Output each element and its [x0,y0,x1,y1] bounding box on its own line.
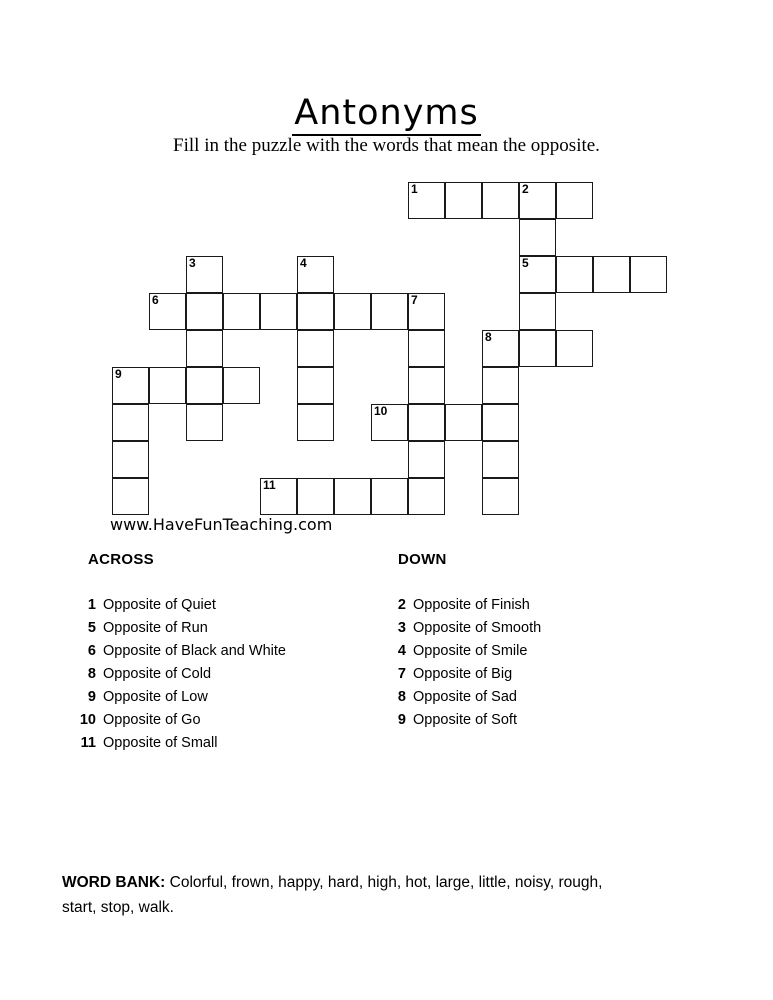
clue-number: 4 [397,643,406,659]
crossword-cell[interactable] [519,256,556,293]
cell-number: 5 [522,256,529,270]
clue-text: Opposite of Low [103,689,208,705]
clue-text: Opposite of Smile [413,643,528,659]
crossword-cell[interactable] [297,367,334,404]
crossword-cell[interactable] [112,404,149,441]
crossword-cell[interactable] [482,330,519,367]
crossword-cell[interactable] [556,256,593,293]
crossword-cell[interactable] [556,182,593,219]
crossword-cell[interactable] [297,478,334,515]
clue-item [60,666,390,689]
crossword-cell[interactable] [630,256,667,293]
clue-text: Opposite of Black and White [103,643,286,659]
clue-item [60,597,390,620]
cell-number: 2 [522,182,529,196]
crossword-cell[interactable] [186,404,223,441]
crossword-cell[interactable] [519,293,556,330]
crossword-cell[interactable] [149,293,186,330]
clue-number: 2 [397,597,406,613]
crossword-cell[interactable] [445,182,482,219]
crossword-cell[interactable] [260,293,297,330]
cell-number: 11 [263,478,276,492]
crossword-cell[interactable] [297,293,334,330]
page-subtitle: Fill in the puzzle with the words that mean the opposite. [173,135,600,156]
crossword-cell[interactable] [556,330,593,367]
website-url: www.HaveFunTeaching.com [110,515,333,534]
crossword-cell[interactable] [186,367,223,404]
clue-number: 3 [397,620,406,636]
clue-text: Opposite of Big [413,666,513,682]
clue-number: 1 [87,597,96,613]
clue-item [60,689,390,712]
crossword-cell[interactable] [408,478,445,515]
clue-text: Opposite of Sad [413,689,517,705]
crossword-cell[interactable] [408,367,445,404]
clue-item [370,597,700,620]
crossword-cell[interactable] [297,256,334,293]
crossword-cell[interactable] [408,182,445,219]
clue-number: 7 [397,666,406,682]
crossword-cell[interactable] [223,293,260,330]
crossword-cell[interactable] [186,330,223,367]
word-bank [62,870,622,920]
crossword-cell[interactable] [297,330,334,367]
clue-number: 11 [80,735,96,751]
cell-number: 8 [485,330,492,344]
clue-item [60,712,390,735]
crossword-cell[interactable] [482,367,519,404]
crossword-cell[interactable] [408,293,445,330]
clue-text: Opposite of Small [103,735,218,751]
clue-item [370,689,700,712]
clue-text: Opposite of Go [103,712,201,728]
clue-text: Opposite of Finish [413,597,530,613]
clue-text: Opposite of Soft [413,712,517,728]
clue-text: Opposite of Quiet [103,597,216,613]
crossword-cell[interactable] [297,404,334,441]
cell-number: 1 [411,182,418,196]
cell-number: 7 [411,293,418,307]
crossword-cell[interactable] [408,441,445,478]
clue-number: 5 [87,620,96,636]
crossword-cell[interactable] [149,367,186,404]
crossword-cell[interactable] [260,478,297,515]
crossword-cell[interactable] [334,478,371,515]
crossword-cell[interactable] [482,404,519,441]
crossword-cell[interactable] [445,404,482,441]
crossword-cell[interactable] [519,219,556,256]
crossword-cell[interactable] [371,293,408,330]
cell-number: 10 [374,404,388,418]
down-heading: DOWN [398,551,447,568]
crossword-cell[interactable] [223,367,260,404]
clue-number: 9 [87,689,96,705]
crossword-cell[interactable] [112,441,149,478]
clue-text: Opposite of Run [103,620,208,636]
crossword-cell[interactable] [186,293,223,330]
clue-item [370,712,700,735]
cell-number: 6 [152,293,159,307]
clue-number: 8 [397,689,406,705]
crossword-cell[interactable] [334,293,371,330]
cell-number: 3 [189,256,196,270]
crossword-cell[interactable] [112,478,149,515]
crossword-cell[interactable] [408,404,445,441]
clue-text: Opposite of Cold [103,666,212,682]
crossword-cell[interactable] [519,182,556,219]
crossword-cell[interactable] [593,256,630,293]
clue-item [60,643,390,666]
crossword-cell[interactable] [371,478,408,515]
clue-item [60,735,390,758]
down-clue-list [370,597,700,735]
crossword-cell[interactable] [482,478,519,515]
page-title-text: Antonyms [292,96,481,136]
clue-item [370,643,700,666]
across-heading: ACROSS [88,551,154,568]
crossword-cell[interactable] [112,367,149,404]
clue-item [370,620,700,643]
clue-item [370,666,700,689]
cell-number: 9 [115,367,122,381]
clue-item [60,620,390,643]
clue-number: 8 [87,666,96,682]
clue-text: Opposite of Smooth [413,620,542,636]
crossword-cell[interactable] [186,256,223,293]
word-bank-label: WORD BANK: [62,874,166,891]
crossword-cell[interactable] [482,182,519,219]
clue-number: 10 [79,712,96,728]
word-bank-words: Colorful, frown, happy, hard, high, hot, large, little, noisy, rough, start, stop, walk. [62,874,603,916]
cell-number: 4 [300,256,307,270]
clue-number: 6 [87,643,96,659]
crossword-cell[interactable] [408,330,445,367]
crossword-cell[interactable] [519,330,556,367]
crossword-cell[interactable] [371,404,408,441]
crossword-cell[interactable] [482,441,519,478]
across-clue-list [60,597,390,758]
clue-number: 9 [397,712,406,728]
